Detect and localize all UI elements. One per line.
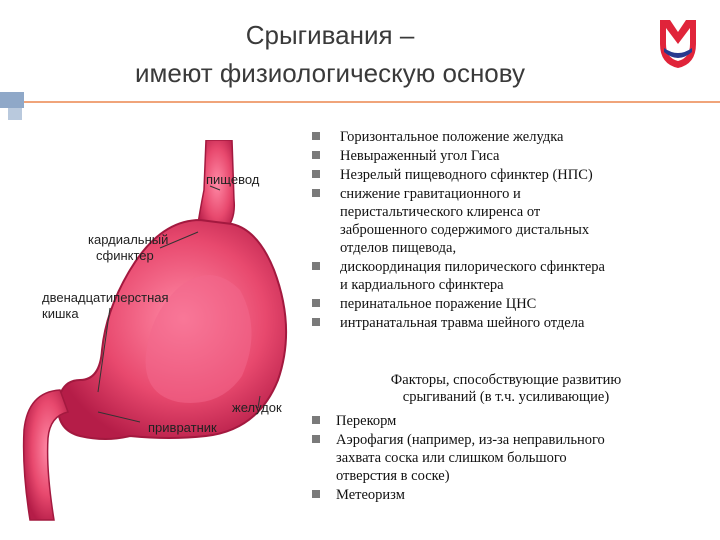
bullet-square-icon bbox=[312, 435, 320, 443]
label-stomach: желудок bbox=[232, 400, 282, 415]
header-accent-block-small bbox=[8, 108, 22, 120]
bullet-square-icon bbox=[312, 490, 320, 498]
list-item-text: перистальтического клиренса от bbox=[340, 204, 541, 220]
title-line-1: Срыгивания – bbox=[245, 20, 415, 50]
list-item bbox=[312, 412, 704, 430]
label-cardiac-1: кардиальный bbox=[88, 232, 169, 247]
list-item-text: дискоординация пилорического сфинктера bbox=[340, 259, 605, 275]
slide-title bbox=[100, 16, 560, 92]
list-item bbox=[312, 431, 704, 485]
list-item-text: отверстия в соске) bbox=[336, 468, 450, 484]
list-item bbox=[312, 486, 704, 504]
bullet-square-icon bbox=[312, 132, 320, 140]
list-item-text: и кардиального сфинктера bbox=[340, 277, 504, 293]
list-item-text: Перекорм bbox=[336, 413, 397, 429]
bullet-square-icon bbox=[312, 170, 320, 178]
list-item-text: снижение гравитационного и bbox=[340, 186, 521, 202]
list-item bbox=[312, 258, 702, 294]
factors-heading-line-1: Факторы, способствующие развитию bbox=[390, 372, 622, 388]
bullet-square-icon bbox=[312, 189, 320, 197]
stomach-illustration bbox=[10, 140, 320, 530]
header-divider bbox=[24, 101, 720, 103]
list-item bbox=[312, 166, 702, 184]
list-item-text: интранатальная травма шейного отдела bbox=[340, 315, 585, 331]
label-duodenum-1: двенадцатиперстная bbox=[42, 290, 169, 305]
list-item bbox=[312, 128, 702, 146]
header-accent-block bbox=[0, 92, 24, 108]
duodenum-shape bbox=[24, 390, 68, 520]
bullet-square-icon bbox=[312, 416, 320, 424]
list-item-text: Горизонтальное положение желудка bbox=[340, 129, 564, 145]
list-item-text: заброшенного содержимого дистальных bbox=[340, 222, 590, 238]
list-item bbox=[312, 185, 702, 257]
list-item bbox=[312, 295, 702, 313]
factors-heading-line-2: срыгиваний (в т.ч. усиливающие) bbox=[402, 389, 610, 405]
university-logo-icon bbox=[656, 14, 700, 74]
list-item-text: Аэрофагия (например, из-за неправильного bbox=[336, 432, 605, 448]
bullet-square-icon bbox=[312, 151, 320, 159]
list-item-text: Метеоризм bbox=[336, 487, 405, 503]
label-duodenum-2: кишка bbox=[42, 306, 79, 321]
bullet-square-icon bbox=[312, 262, 320, 270]
list-item bbox=[312, 314, 702, 332]
list-item-text: Незрелый пищеводного сфинктер (НПС) bbox=[340, 167, 593, 183]
bullet-square-icon bbox=[312, 318, 320, 326]
factors-list bbox=[312, 412, 704, 505]
list-item bbox=[312, 147, 702, 165]
list-item-text: захвата соска или слишком большого bbox=[336, 450, 567, 466]
list-item-text: Невыраженный угол Гиса bbox=[340, 148, 500, 164]
list-item-text: перинатальное поражение ЦНС bbox=[340, 296, 537, 312]
causes-list bbox=[312, 128, 702, 333]
bullet-square-icon bbox=[312, 299, 320, 307]
label-cardiac-2: сфинктер bbox=[96, 248, 154, 263]
list-item-text: отделов пищевода, bbox=[340, 240, 457, 256]
title-line-2: имеют физиологическую основу bbox=[134, 58, 525, 88]
label-esophagus: пищевод bbox=[206, 172, 260, 187]
label-pylorus: привратник bbox=[148, 420, 217, 435]
factors-heading bbox=[340, 372, 672, 406]
